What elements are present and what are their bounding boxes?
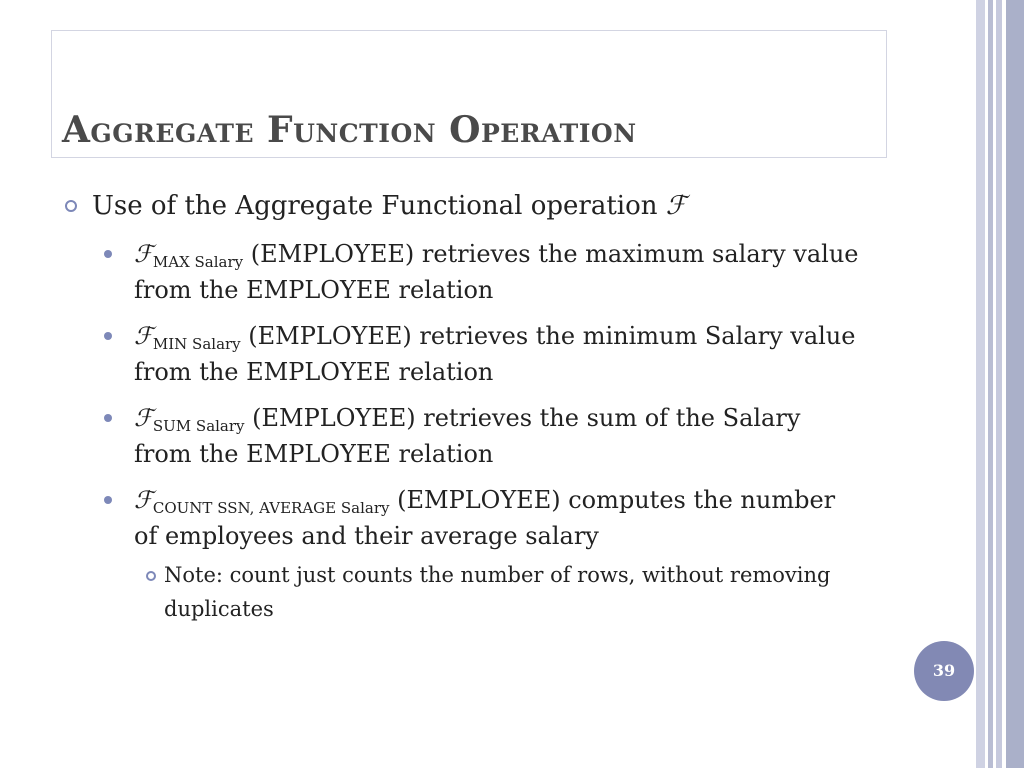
- right-edge-bar: [1006, 0, 1024, 768]
- slide-number-badge: 39: [914, 641, 974, 701]
- bullet-text: (EMPLOYEE) retrieves the minimum Salary value from the EMPLOYEE relation: [134, 322, 856, 386]
- filled-circle-bullet-icon: [104, 496, 112, 504]
- aggregate-symbol: ℱ: [665, 191, 687, 221]
- slide-title: Aggregate Function Operation: [62, 109, 637, 151]
- bullet-level2: [104, 482, 862, 554]
- bullet-level2: [104, 400, 862, 472]
- aggregate-symbol: ℱ: [134, 322, 153, 350]
- aggregate-symbol: ℱ: [134, 240, 153, 268]
- bullet-text: (EMPLOYEE) computes the number of employees and their average salary: [134, 486, 836, 550]
- title-box: [51, 30, 887, 158]
- bullet-text: (EMPLOYEE) retrieves the sum of the Salary from the EMPLOYEE relation: [134, 404, 801, 468]
- bullet-level3: [146, 558, 862, 626]
- aggregate-subscript: MIN Salary: [152, 335, 241, 353]
- hollow-circle-bullet-icon: [146, 571, 156, 581]
- note-text: Note: count just counts the number of rows, without removing duplicates: [164, 563, 831, 621]
- bullet-text: Use of the Aggregate Functional operation: [92, 191, 666, 221]
- bullet-level2: [104, 318, 862, 390]
- aggregate-symbol: ℱ: [134, 404, 153, 432]
- aggregate-subscript: COUNT SSN, AVERAGE Salary: [152, 499, 390, 517]
- aggregate-subscript: SUM Salary: [152, 417, 245, 435]
- right-edge-bar: [976, 0, 985, 768]
- filled-circle-bullet-icon: [104, 250, 112, 258]
- bullet-text: (EMPLOYEE) retrieves the maximum salary value from the EMPLOYEE relation: [134, 240, 859, 304]
- hollow-circle-bullet-icon: [65, 200, 77, 212]
- filled-circle-bullet-icon: [104, 332, 112, 340]
- slide-content: [62, 186, 862, 626]
- bullet-level2: [104, 236, 862, 308]
- aggregate-symbol: ℱ: [134, 486, 153, 514]
- filled-circle-bullet-icon: [104, 414, 112, 422]
- aggregate-subscript: MAX Salary: [152, 253, 244, 271]
- bullet-level1: [62, 186, 862, 226]
